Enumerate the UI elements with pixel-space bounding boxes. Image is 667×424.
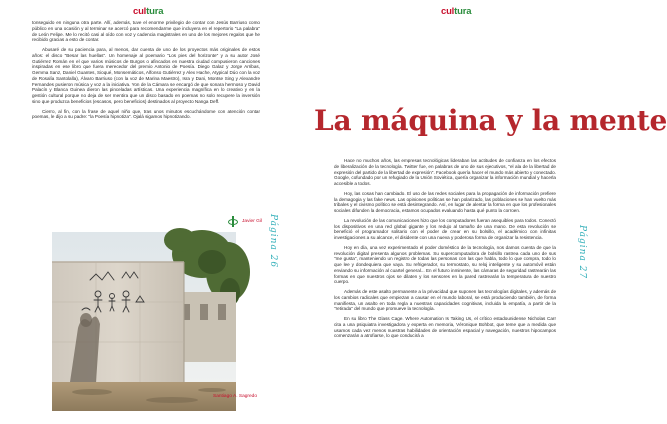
culture-logo — [133, 6, 163, 17]
wall-drawing-photo — [52, 232, 236, 411]
right-article-text — [334, 158, 556, 343]
logo-part-1: cul — [133, 6, 147, 17]
photo-caption: Santiago A. Sagredo — [213, 394, 258, 399]
paragraph: Hoy, las cosas han cambiado. El uso de las redes sociales para la propagación de información prefiere la demagogia y las fake news. Las opiniones políticas se han polarizado, las poblaciones se han vuelto más tribales y el civismo político se está desintegrando. Así, en lugar de alentar la forma en que los profesionales sociales difunden la democracia, estamos ocupados evaluando hasta qué punto la corroen. — [334, 190, 556, 213]
right-page — [300, 0, 667, 424]
paragraph: Abusaré de su paciencia para, al menos, dar cuenta de uno de los proyectos más originales de estos años: el disco "Besar las huellas". Un homenaje al poemario "Los pies del horizonte" y a su autor José Gutiérrez Román en el que varios músicos de Burgos o afincados en nuestra ciudad compusieron canciones inspiradas en ese libro que fuera merecedor del premio Antonio de Poesía. Diego Galaz y Jorge Arribas, Gemma Sanz, Daniel Guantes, Sioqué, Monsemáticos, Alfonso Gutiérrez y Alex Hache, Atypical Dúo con la voz de Rosalía Santolalla), Álvaro Barriuso (con la voz de Marina Maestro), Isra y Dani, Montse Sing y Alexandre Fernandes pusieron música y voz a la iniciativa. Yon de la Cámara se encargó de que sonara hermoso y David Palacín y Blanca Guinea dieron las pinceladas artísticas. Una experiencia magnífica en lo creativo y en la gestión cultural porque no deja de ser mentira que un disco basado en poemas no solo recupere la inversión sino que produzca beneficios (escasos, pero beneficios) destinados al proyecto Nanga Deff. — [32, 47, 260, 104]
left-article-text — [32, 20, 260, 124]
paragraph: Cierro, al fin, con la frase de aquel niño que, tras unos minutos escuchándome con atención contar poemas, le dijo a su padre: "la Poesía hipnotiza". Ojalá sigamos hipnotizando. — [32, 108, 260, 120]
page-number: Página 26 — [268, 214, 278, 269]
paragraph: La revolución de las comunicaciones hizo que los computadores fueran asequibles para todos. Conectó los dispositivos en una red global gigante y los redujo al tamaño de una mano. De esta revolución se benefició el programador solitario con el poder de crear en su bolsillo, el académico con infinitas investigaciones a su alcance, el disidente con una nueva y poderosa forma de organizar la resistencia. — [334, 217, 556, 240]
paragraph: tonseguido en ninguna otra parte. Allí, además, tuve el enorme privilegio de contar con Jesús Barriuso como público en una ocasión y al terminar se acercó para recomendarme que incluyera en el repertorio "La palabra" de León Felipe. Me lo recitó casi al oído con voz y cadencia magistrales en uno de los mejores regalos que he recibido gracias a esto de contar. — [32, 20, 260, 43]
page-number: Página 27 — [577, 225, 587, 280]
paragraph: Hoy en día, una vez experimentado el poder doméstico de la tecnología, nos damos cuenta de que la revolución digital presenta algunos problemas. Su supercomputadora de bolsillo rastrea cada uno de sus "me gusta", manteniendo un registro de todas las personas con las que habla, todo lo que compra, todo lo que lee y dondequiera que vaya. Su refrigerador, su termostato, su reloj inteligente y su automóvil están enviando su información al cuartel general... En el futuro inminente, las cámaras de seguridad rastrearán las formas en que nuestros ojos se dilaten y los sensores en la pared rastrearán la temperatura de nuestro cuerpo. — [334, 244, 556, 285]
left-page — [0, 0, 300, 424]
article-title: La máquina y la mente — [314, 104, 667, 137]
logo-part-2: tura — [146, 6, 164, 17]
author-logo-icon — [227, 216, 238, 227]
author-signature — [227, 216, 262, 227]
paragraph: Hace no muchos años, las empresas tecnológicas lideraban las actitudes de confianza en los efectos de liberalización de la tecnología. Twitter fue, en palabras de uno de sus ejecutivos, "el ala de la libertad de expresión del partido de la libertad de expresión". Facebook quería hacer el mundo más abierto y conectado. Google, cofundado por un refugiado de la Unión Soviética, quería organizar la información mundial y hacerla accesible a todos. — [334, 158, 557, 186]
logo-part-1: cul — [441, 6, 455, 17]
author-name: Javier Gil — [242, 219, 262, 224]
logo-part-2: tura — [454, 6, 472, 17]
paragraph: Además de este asalto permanente a la privacidad que suponen las tecnologías digitales, y además de los cambios radicales que empiezan a causar en el mundo laboral, se está produciendo también, de forma manifiesta, un asalto en toda regla a nuestras capacidades cognitivas, incluida la empatía, a partir de la "retirada" del mundo que promueve la tecnología. — [334, 289, 556, 312]
paragraph: En su libro The Glass Cage. Where Automation Is Taking Us, el crítico estadounidense Nicholas Carr cita a una psiquiatra investigadora y experta en memoria, Véronique Bohbot, que teme que a medida que usamos cada vez menos nuestras habilidades de orientación espacial y navegación, nuestros hipocampos comenzarán a atrofiarse, lo que conducirá a — [334, 316, 556, 339]
culture-logo — [441, 6, 471, 17]
